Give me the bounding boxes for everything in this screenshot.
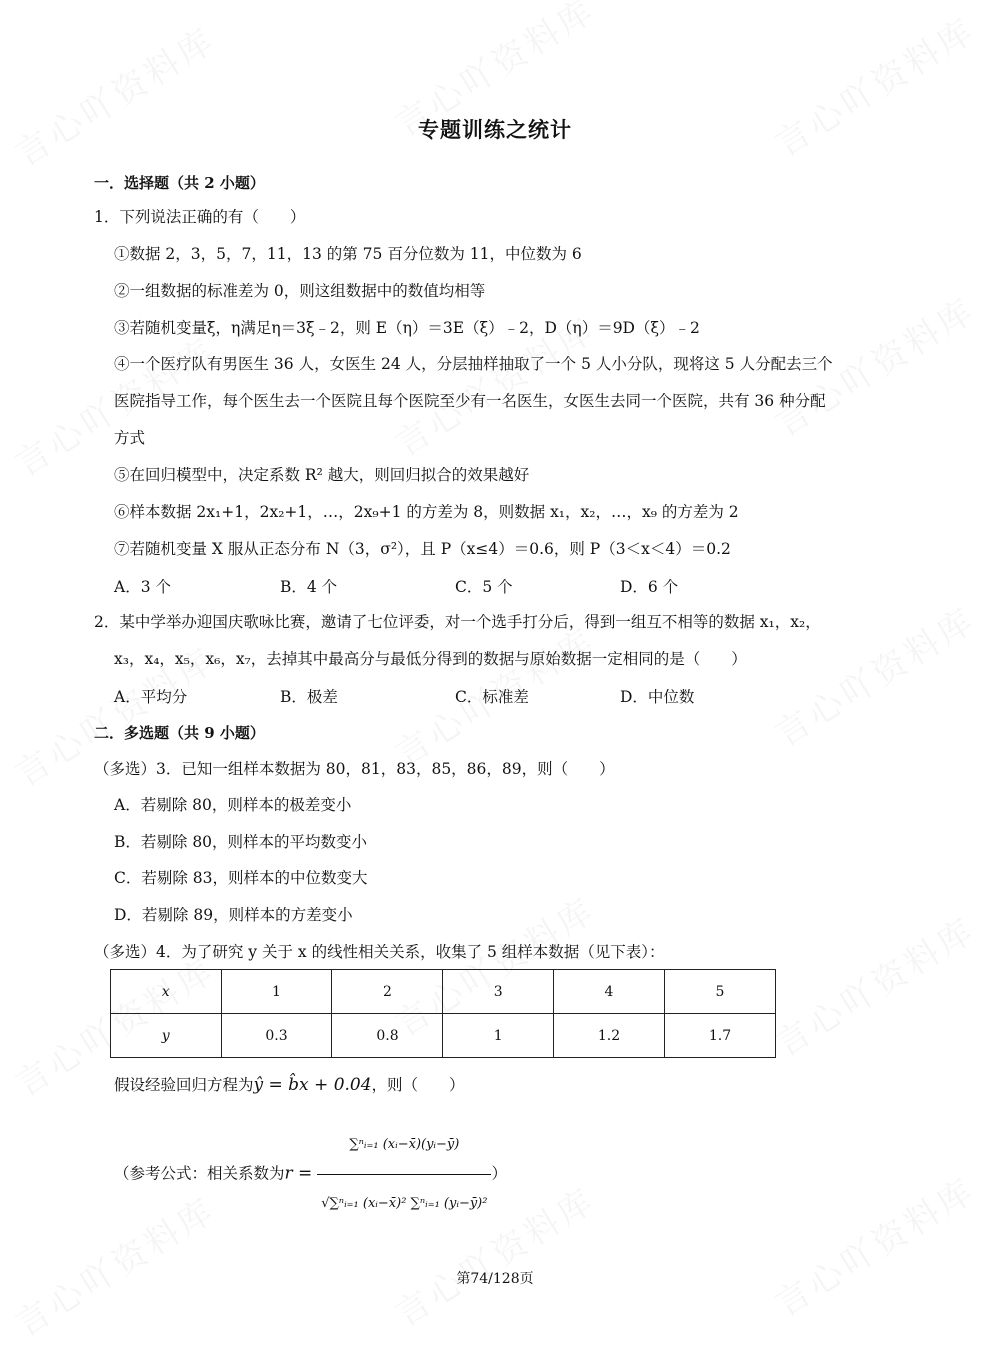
correlation-fraction [317, 1118, 491, 1231]
q1-statement-5: ⑤在回归模型中，决定系数 R² 越大，则回归拟合的效果越好 [114, 466, 530, 484]
q2-stem-line1: 2．某中学举办迎国庆歌咏比赛，邀请了七位评委，对一个选手打分后，得到一组互不相等的数据 x₁，x₂， [94, 613, 821, 631]
table-cell: 1 [443, 1014, 554, 1058]
table-row-x [111, 970, 776, 1014]
regression-equation: ŷ = b̂x + 0.04 [253, 1075, 372, 1095]
table-row-y [111, 1014, 776, 1058]
q3-stem: （多选）3．已知一组样本数据为 80，81，83，85，86，89，则（ ） [94, 760, 615, 778]
q1-statement-4-line3: 方式 [114, 429, 146, 447]
watermark [764, 1163, 983, 1325]
q2-option-b: B．极差 [280, 688, 338, 706]
q1-statement-1: ①数据 2，3，5，7，11，13 的第 75 百分位数为 11，中位数为 6 [114, 245, 582, 263]
q3-option-d: D．若剔除 89，则样本的方差变小 [114, 906, 353, 924]
q1-statement-4-line2: 医院指导工作，每个医生去一个医院且每个医院至少有一名医生，女医生去同一个医院，共有 36 种分配 [114, 392, 826, 410]
q3-option-c: C．若剔除 83，则样本的中位数变大 [114, 869, 368, 887]
reference-prefix: （参考公式：相关系数为 [114, 1164, 285, 1183]
q1-statement-3: ③若随机变量ξ，η满足η＝3ξ﹣2，则 E（η）＝3E（ξ）﹣2，D（η）＝9D（ξ）﹣2 [114, 319, 700, 337]
q1-option-c: C．5 个 [455, 578, 513, 596]
q1-option-d: D．6 个 [620, 578, 679, 596]
correlation-symbol: r = [284, 1163, 313, 1184]
watermark [764, 903, 983, 1065]
q2-option-c: C．标准差 [455, 688, 529, 706]
table-cell: 3 [443, 970, 554, 1014]
correlation-numerator: ∑ⁿᵢ₌₁ (xᵢ−x̄)(yᵢ−ȳ) [317, 1118, 491, 1175]
q1-option-b: B．4 个 [280, 578, 338, 596]
q2-option-a: A．平均分 [114, 688, 188, 706]
q1-statement-4-line1: ④一个医疗队有男医生 36 人，女医生 24 人，分层抽样抽取了一个 5 人小分队，现将这 5 人分配去三个 [114, 355, 833, 373]
page-number: 第74/128页 [456, 1271, 534, 1287]
q1-statement-6: ⑥样本数据 2x₁+1，2x₂+1，…，2x₉+1 的方差为 8，则数据 x₁，x₂，…，x₉ 的方差为 2 [114, 503, 739, 521]
table-cell: 2 [332, 970, 443, 1014]
q1-stem: 1．下列说法正确的有（ ） [94, 208, 306, 226]
table-header-x: x [111, 970, 222, 1014]
correlation-denominator: √∑ⁿᵢ₌₁ (xᵢ−x̄)² ∑ⁿᵢ₌₁ (yᵢ−ȳ)² [321, 1196, 488, 1211]
q2-option-d: D．中位数 [620, 688, 695, 706]
reference-suffix: ） [491, 1164, 507, 1183]
table-header-y: y [111, 1014, 222, 1058]
table-cell: 1 [221, 970, 332, 1014]
q1-option-a: A．3 个 [114, 578, 171, 596]
section-heading-multi: 二．多选题（共 9 小题） [94, 724, 265, 742]
q3-option-a: A．若剔除 80，则样本的极差变小 [114, 796, 352, 814]
section-heading-choice: 一．选择题（共 2 小题） [94, 174, 265, 192]
watermark [4, 13, 223, 175]
q4-assumption-prefix: 假设经验回归方程为 [114, 1076, 254, 1094]
q3-option-b: B．若剔除 80，则样本的平均数变小 [114, 833, 368, 851]
q1-statement-7: ⑦若随机变量 X 服从正态分布 N（3，σ²），且 P（x≤4）＝0.6，则 P（3＜x＜4）＝0.2 [114, 540, 731, 558]
table-cell: 1.2 [554, 1014, 665, 1058]
table-cell: 4 [554, 970, 665, 1014]
page-title: 专题训练之统计 [418, 117, 572, 142]
table-cell: 0.8 [332, 1014, 443, 1058]
q1-statement-2: ②一组数据的标准差为 0，则这组数据中的数值均相等 [114, 282, 486, 300]
sample-data-table [110, 969, 776, 1058]
q2-stem-line2: x₃，x₄，x₅，x₆，x₇，去掉其中最高分与最低分得到的数据与原始数据一定相同的是（ ） [114, 650, 747, 668]
q4-assumption-suffix: ，则（ ） [371, 1076, 465, 1094]
q4-reference-formula [114, 1118, 507, 1231]
q4-assumption [114, 1075, 465, 1095]
table-cell: 5 [664, 970, 775, 1014]
table-cell: 0.3 [221, 1014, 332, 1058]
q4-stem: （多选）4．为了研究 y 关于 x 的线性相关关系，收集了 5 组样本数据（见下表）： [94, 943, 665, 961]
table-cell: 1.7 [664, 1014, 775, 1058]
